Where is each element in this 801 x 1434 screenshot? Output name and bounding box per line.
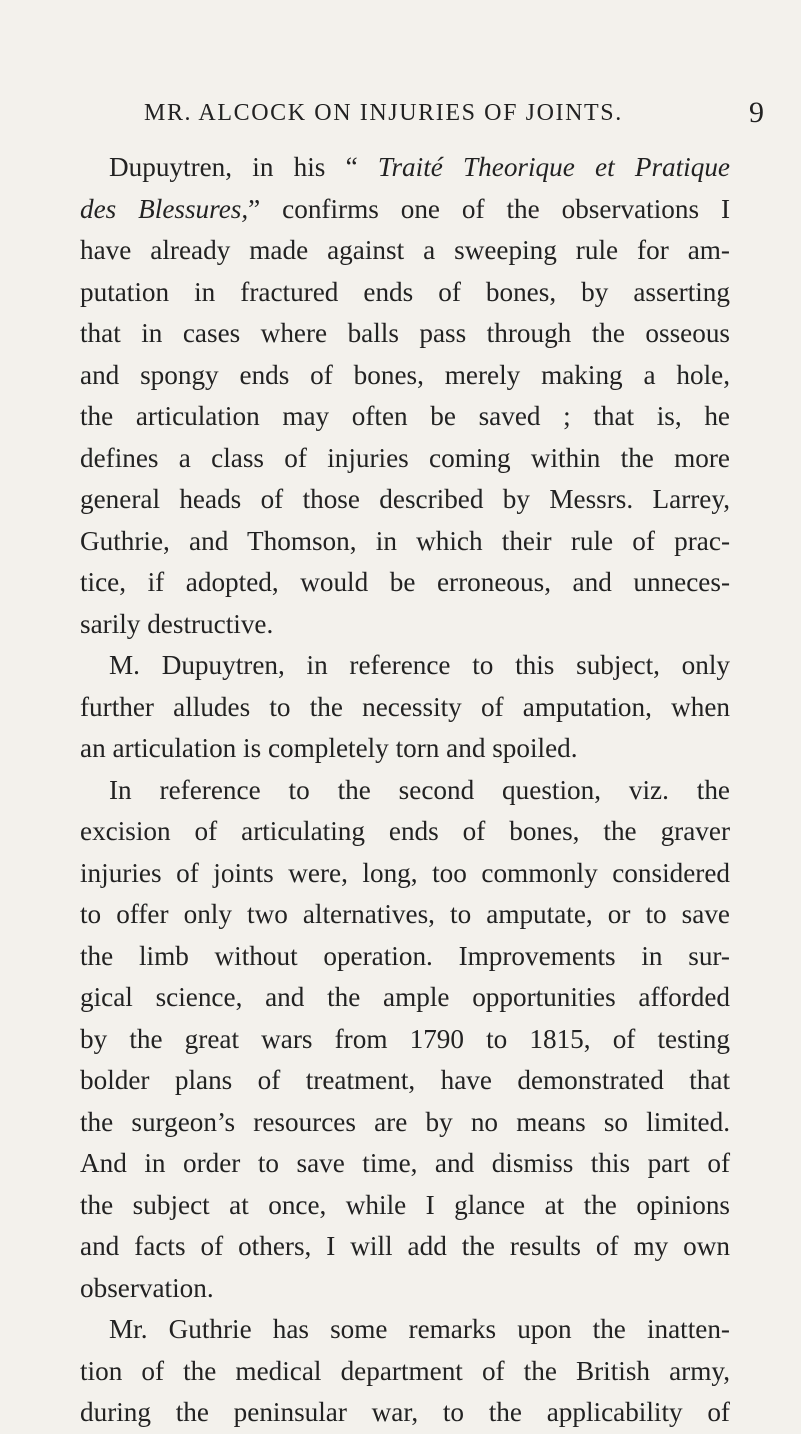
text-segment: by the great wars from 1790 to 1815, of testing: [80, 1023, 730, 1054]
text-line: [80, 728, 730, 770]
text-segment: In reference to the second question, viz. the: [109, 774, 730, 805]
text-line: [80, 521, 730, 563]
text-line: [80, 396, 730, 438]
text-line: [80, 189, 730, 231]
text-segment: Guthrie, and Thomson, in which their rule of prac-: [80, 525, 730, 556]
text-line: [80, 438, 730, 480]
text-segment: gical science, and the ample opportunities afforded: [80, 982, 730, 1012]
text-segment: to offer only two alternatives, to amputate, or to save: [80, 899, 730, 929]
page-header: [144, 96, 764, 138]
text-line: [80, 1185, 730, 1227]
text-segment: the limb without operation. Improvements in sur-: [80, 940, 730, 971]
text-line: [80, 1226, 730, 1268]
text-segment: during the peninsular war, to the applicability of: [80, 1397, 730, 1427]
text-line: [80, 853, 730, 895]
text-line: [80, 313, 730, 355]
text-line: [80, 770, 730, 812]
text-line: [80, 562, 730, 604]
text-segment: M. Dupuytren, in reference to this subject, only: [109, 650, 730, 680]
text-segment: excision of articulating ends of bones, the graver: [80, 816, 730, 846]
text-line: [80, 811, 730, 853]
text-line: [80, 1309, 730, 1351]
text-line: [80, 1060, 730, 1102]
text-line: [80, 645, 730, 687]
text-segment: the articulation may often be saved ; that is, he: [80, 401, 730, 431]
text-line: [80, 1019, 730, 1061]
text-segment: tion of the medical department of the British army,: [80, 1355, 730, 1386]
text-line: [80, 1102, 730, 1144]
page-number: 9: [749, 96, 764, 129]
italic-title-segment: des Blessures,: [80, 193, 249, 224]
text-segment: the subject at once, while I glance at the opinions: [80, 1189, 730, 1220]
text-segment: bolder plans of treatment, have demonstrated that: [80, 1065, 730, 1095]
italic-title-segment: Traité Theorique et Pratique: [377, 152, 730, 182]
running-head: MR. ALCOCK ON INJURIES OF JOINTS.: [144, 100, 623, 126]
text-segment: general heads of those described by Messrs. Larrey,: [80, 484, 730, 514]
text-line: [80, 479, 730, 521]
text-line: [80, 687, 730, 729]
text-segment: putation in fractured ends of bones, by asserting: [80, 276, 730, 307]
text-segment: have already made against a sweeping rule for am-: [80, 235, 730, 265]
text-line: [80, 355, 730, 397]
text-line: [80, 272, 730, 314]
text-segment: ” confirms one of the observations I: [248, 193, 730, 224]
text-segment: that in cases where balls pass through the osseous: [80, 318, 730, 348]
text-segment: and facts of others, I will add the results of my own: [80, 1231, 730, 1261]
text-segment: further alludes to the necessity of amputation, when: [80, 691, 730, 722]
text-segment: the surgeon’s resources are by no means so limited.: [80, 1106, 730, 1137]
text-line: [80, 230, 730, 272]
text-segment: defines a class of injuries coming within the more: [80, 442, 730, 473]
text-line: [80, 1351, 730, 1393]
text-segment: sarily destructive.: [80, 608, 274, 639]
text-line: [80, 977, 730, 1019]
body-text: [80, 147, 730, 1434]
text-segment: And in order to save time, and dismiss this part of: [80, 1148, 730, 1178]
text-segment: and spongy ends of bones, merely making a hole,: [80, 359, 730, 390]
text-line: [80, 604, 730, 646]
text-segment: Mr. Guthrie has some remarks upon the inatten-: [109, 1314, 730, 1344]
text-segment: Dupuytren, in his “: [109, 152, 378, 182]
text-line: [80, 936, 730, 978]
text-segment: observation.: [80, 1272, 214, 1303]
text-line: [80, 1392, 730, 1434]
text-line: [80, 147, 730, 189]
text-line: [80, 894, 730, 936]
text-segment: tice, if adopted, would be erroneous, and unneces-: [80, 567, 730, 597]
text-line: [80, 1143, 730, 1185]
text-segment: injuries of joints were, long, too commonly considered: [80, 857, 730, 888]
text-segment: an articulation is completely torn and spoiled.: [80, 733, 578, 763]
text-line: [80, 1268, 730, 1310]
